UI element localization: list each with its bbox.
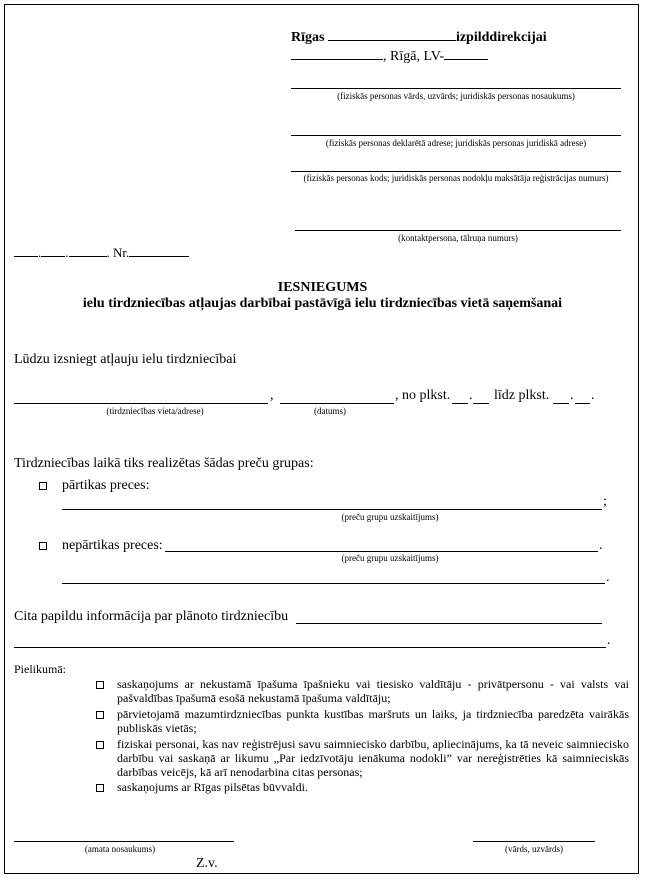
nonfood-goods-label: nepārtikas preces: xyxy=(62,538,163,553)
nonfood-goods-input-line[interactable] xyxy=(165,551,598,552)
name-signature-line[interactable] xyxy=(473,841,595,842)
addressee-city: , Rīgā, LV- xyxy=(383,49,445,64)
document-title: IESNIEGUMS xyxy=(277,280,368,295)
day-blank[interactable] xyxy=(14,245,38,257)
to-minute-blank[interactable] xyxy=(575,403,590,404)
from-minute-blank[interactable] xyxy=(473,403,489,404)
to-time-label: līdz plkst. xyxy=(494,388,550,403)
addressee-suffix: izpilddirekcijai xyxy=(455,30,547,45)
food-goods-semicolon: ; xyxy=(603,494,607,509)
applicant-address-caption: (fiziskās personas deklarētā adrese; juridiskās personas juridiskā adrese) xyxy=(325,138,587,148)
date-input-line[interactable] xyxy=(280,403,394,404)
other-info-dot: . xyxy=(607,633,611,648)
from-time-label: , no plkst. xyxy=(395,388,451,403)
document-subtitle: ielu tirdzniecības atļaujas darbībai pastāvīgā ielu tirdzniecības vietā saņemšanai xyxy=(82,296,563,311)
name-caption: (vārds, uzvārds) xyxy=(505,844,563,854)
request-comma: , xyxy=(270,388,274,403)
nonfood-goods-end-dot: . xyxy=(606,570,610,585)
nonfood-goods-caption: (preču grupu uzskaitījums) xyxy=(341,553,439,563)
nonfood-goods-checkbox[interactable] xyxy=(39,542,47,550)
position-signature-line[interactable] xyxy=(14,841,234,842)
to-hour-blank[interactable] xyxy=(553,403,569,404)
addressee-city-line xyxy=(291,47,488,65)
applicant-code-caption: (fiziskās personas kods; juridiskās personas nodokļu maksātāja reģistrācijas numurs) xyxy=(303,173,609,183)
attachment-item-2: pārvietojamā mazumtirdzniecības punkta kustības maršruts un laiks, ja tirdzniecība paredzēta vairākās publiskās vietās; xyxy=(117,707,629,735)
attachment-checkbox-4[interactable] xyxy=(96,784,104,792)
addressee-blank[interactable] xyxy=(328,28,456,41)
date-separator: . xyxy=(65,245,69,260)
from-hour-blank[interactable] xyxy=(452,403,468,404)
date-separator: . xyxy=(38,245,42,260)
place-input-line[interactable] xyxy=(14,403,268,404)
food-goods-caption: (preču grupu uzskaitījums) xyxy=(341,512,439,522)
stamp-place-label: Z.v. xyxy=(196,856,218,871)
number-label: . Nr. xyxy=(106,245,130,260)
number-blank[interactable] xyxy=(129,245,189,257)
to-time-end-dot: . xyxy=(591,388,595,403)
other-info-input-line[interactable] xyxy=(296,623,602,624)
addressee-prefix: Rīgas xyxy=(291,30,325,45)
food-goods-input-line[interactable] xyxy=(62,509,602,510)
address-blank[interactable] xyxy=(291,47,383,60)
attachment-checkbox-1[interactable] xyxy=(96,681,104,689)
other-info-input-line-2[interactable] xyxy=(14,647,606,648)
food-goods-label: pārtikas preces: xyxy=(62,478,150,493)
attachments-label: Pielikumā: xyxy=(14,662,66,676)
other-info-label: Cita papildu informācija par plānoto tirdzniecību xyxy=(14,609,289,624)
nonfood-goods-dot: . xyxy=(599,538,603,553)
date-number-line xyxy=(14,245,189,261)
goods-intro: Tirdzniecības laikā tiks realizētas šādas preču grupas: xyxy=(14,456,314,471)
position-caption: (amata nosaukums) xyxy=(84,844,156,854)
addressee-line xyxy=(291,28,547,46)
year-blank[interactable] xyxy=(69,245,107,257)
applicant-code-line[interactable] xyxy=(291,171,621,172)
nonfood-goods-input-line-2[interactable] xyxy=(62,583,605,584)
attachment-item-3: fiziskai personai, kas nav reģistrējusi savu saimniecisko darbību, apliecinājums, ka tā neveic saimniecisko darbību vai saskaņā ar likumu „Par iedzīvotāju ienākuma nodokli” var nereģistrēties kā saimnieciskās darbības veicējs, kā arī nenodarbina citas personas; xyxy=(117,737,629,779)
attachment-item-1: saskaņojums ar nekustamā īpašuma īpašnieku vai tiesisko valdītāju - privātpersonu - vai valsts vai pašvaldības īpašumā esošā nekustamā īpašuma valdītāju; xyxy=(117,677,629,705)
from-time-dot: . xyxy=(469,388,473,403)
attachment-checkbox-2[interactable] xyxy=(96,711,104,719)
applicant-name-line[interactable] xyxy=(291,88,621,89)
date-caption: (datums) xyxy=(314,406,346,416)
food-goods-checkbox[interactable] xyxy=(39,482,47,490)
contact-line[interactable] xyxy=(295,230,621,231)
attachment-item-4: saskaņojums ar Rīgas pilsētas būvvaldi. xyxy=(117,780,308,794)
place-caption: (tirdzniecības vieta/adrese) xyxy=(106,406,204,416)
postal-code-blank[interactable] xyxy=(444,47,488,60)
to-time-dot: . xyxy=(570,388,574,403)
request-text: Lūdzu izsniegt atļauju ielu tirdzniecībai xyxy=(14,352,237,367)
month-blank[interactable] xyxy=(41,245,65,257)
contact-caption: (kontaktpersona, tālruņa numurs) xyxy=(398,233,518,243)
attachment-checkbox-3[interactable] xyxy=(96,741,104,749)
applicant-address-line[interactable] xyxy=(291,135,621,136)
applicant-name-caption: (fiziskās personas vārds, uzvārds; juridiskās personas nosaukums) xyxy=(337,91,575,101)
